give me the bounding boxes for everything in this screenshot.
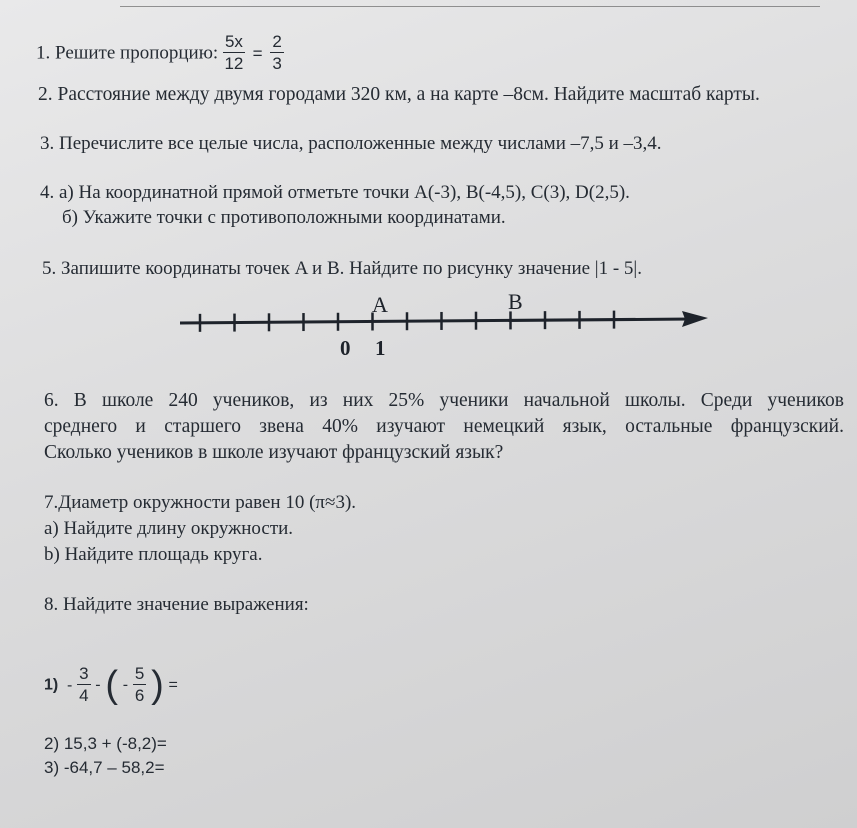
expression-1-minus: - bbox=[66, 676, 73, 694]
expression-2: 2) 15,3 + (-8,2)= bbox=[44, 734, 167, 753]
number-line bbox=[170, 285, 730, 365]
question-1 bbox=[36, 32, 284, 75]
expression-1-minus-2: - bbox=[122, 676, 129, 694]
question-2: 2. Расстояние между двумя городами 320 км, а на карте –8см. Найдите масштаб карты. bbox=[38, 84, 760, 105]
question-6-line1: 6. В школе 240 учеников, из них 25% ученики начальной школы. Среди учеников bbox=[44, 390, 844, 411]
fraction-rhs bbox=[270, 32, 283, 75]
question-7b: b) Найдите площадь круга. bbox=[44, 544, 263, 565]
question-7a: а) Найдите длину окружности. bbox=[44, 518, 294, 539]
expression-3: 3) -64,7 – 58,2= bbox=[44, 758, 165, 777]
equals-sign: = bbox=[252, 43, 263, 63]
label-b: B bbox=[508, 289, 523, 314]
fraction-rhs-denominator: 3 bbox=[272, 54, 282, 73]
expression-1-operator: - bbox=[95, 676, 101, 694]
expression-1-fraction-1 bbox=[77, 664, 90, 707]
question-4b: б) Укажите точки с противоположными координатами. bbox=[62, 207, 506, 228]
top-border bbox=[120, 0, 820, 7]
expression-1 bbox=[44, 664, 178, 707]
fraction-lhs bbox=[223, 32, 245, 75]
question-4a: 4. а) На координатной прямой отметьте точки A(-3), B(-4,5), C(3), D(2,5). bbox=[40, 182, 630, 203]
question-5: 5. Запишите координаты точек A и B. Найдите по рисунку значение |1 - 5|. bbox=[42, 258, 642, 279]
expression-1-close-paren: ) bbox=[151, 664, 164, 706]
fraction-lhs-numerator: 5x bbox=[224, 32, 243, 51]
question-3: 3. Перечислите все целые числа, расположенные между числами –7,5 и –3,4. bbox=[40, 133, 662, 154]
expression-1-num-1: 3 bbox=[79, 664, 89, 683]
expression-1-den-1: 4 bbox=[79, 686, 89, 705]
fraction-lhs-denominator: 12 bbox=[224, 54, 244, 73]
label-a: A bbox=[372, 292, 388, 317]
question-6-line2: среднего и старшего звена 40% изучают немецкий язык, остальные французский. bbox=[44, 416, 844, 437]
expression-1-den-2: 6 bbox=[134, 686, 145, 705]
expression-1-label: 1) bbox=[44, 676, 59, 694]
expression-1-open-paren: ( bbox=[105, 664, 119, 706]
question-7-title: 7.Диаметр окружности равен 10 (π≈3). bbox=[44, 492, 357, 513]
question-1-text: 1. Решите пропорцию: bbox=[36, 42, 219, 64]
question-6-line3: Сколько учеников в школе изучают французский язык? bbox=[44, 442, 504, 463]
question-8-title: 8. Найдите значение выражения: bbox=[44, 594, 309, 615]
expression-1-fraction-2 bbox=[133, 664, 146, 707]
label-one: 1 bbox=[375, 336, 386, 360]
fraction-rhs-numerator: 2 bbox=[272, 32, 282, 51]
label-zero: 0 bbox=[340, 336, 351, 360]
number-line-arrow bbox=[682, 311, 708, 327]
expression-1-equals: = bbox=[168, 676, 178, 694]
expression-1-num-2: 5 bbox=[134, 664, 145, 683]
